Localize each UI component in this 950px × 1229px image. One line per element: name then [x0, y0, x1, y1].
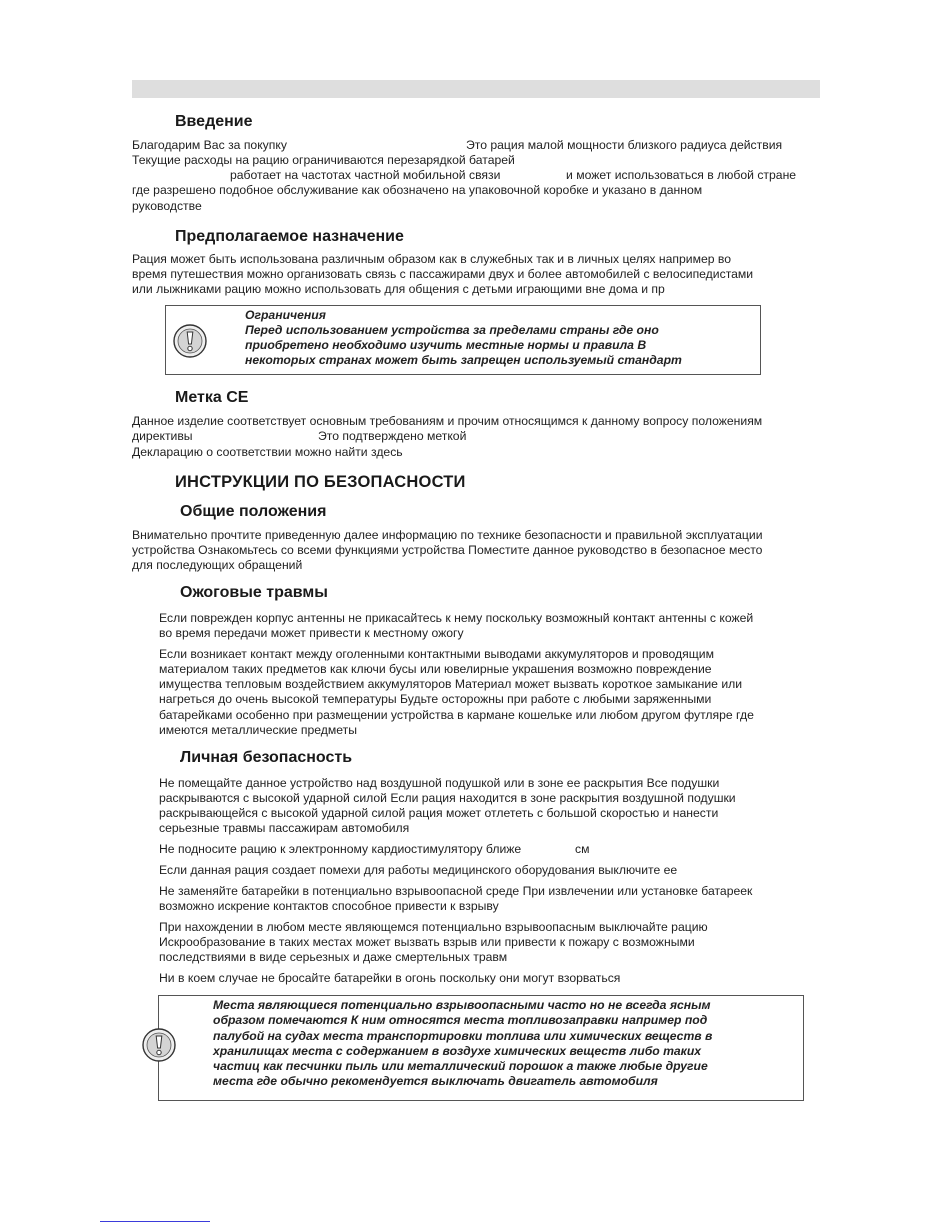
explosive-line-6: места где обычно рекомендуется выключать двигатель автомобиля — [213, 1074, 658, 1088]
personal-p4-line-1: Не заменяйте батарейки в потенциально взрывоопасной среде При извлечении или установке батареек — [159, 884, 753, 898]
burns-p1-line-1: Если поврежден корпус антенны не прикасайтесь к нему поскольку возможный контакт антенны с кожей — [159, 611, 754, 625]
intro-heading: Введение — [175, 113, 253, 130]
purpose-line-1: Рация может быть использована различным образом как в служебных так и в личных целях например во — [132, 252, 732, 266]
personal-heading: Личная безопасность — [180, 749, 353, 766]
burns-p1-line-2: во время передачи может привести к местному ожогу — [159, 626, 464, 640]
burns-p2-line-4: нагреться до очень высокой температуры Будьте осторожны при работе с любыми заряженными — [159, 692, 712, 706]
burns-heading: Ожоговые травмы — [180, 584, 328, 601]
purpose-line-3: или лыжниками рацию можно использовать для общения с детьми играющими вне дома и пр — [132, 282, 665, 296]
personal-p1-line-2: раскрываются с высокой ударной силой Если рация находится в зоне раскрытия воздушной подушки — [159, 791, 736, 805]
intro-line-5: руководстве — [132, 199, 202, 213]
general-line-1: Внимательно прочтите приведенную далее информацию по технике безопасности и правильной эксплуатации — [132, 528, 763, 542]
restriction-line-3: некоторых странах может быть запрещен используемый стандарт — [245, 353, 682, 367]
exclamation-icon — [141, 1027, 177, 1063]
personal-p1-line-4: серьезные травмы пассажирам автомобиля — [159, 821, 410, 835]
exclamation-icon — [172, 323, 208, 359]
explosive-line-3: палубой на судах места транспортировки топлива или химических веществ в — [213, 1029, 713, 1043]
restriction-title: Ограничения — [245, 308, 326, 322]
footer-link-underline — [100, 1221, 210, 1222]
ce-line-3: Декларацию о соответствии можно найти здесь — [132, 445, 403, 459]
general-heading: Общие положения — [180, 503, 327, 520]
intro-line-2: Текущие расходы на рацию ограничиваются перезарядкой батарей — [132, 153, 515, 167]
intro-line-3b: и может использоваться в любой стране — [566, 168, 797, 182]
burns-p2-line-3: имущества тепловым воздействием аккумуляторов Материал может вызвать короткое замыкание или — [159, 677, 743, 691]
personal-p5-line-2: Искрообразование в таких местах может вызвать взрыв или привести к пожару с возможными — [159, 935, 695, 949]
explosive-line-4: хранилищах места с содержанием в воздухе химических веществ либо таких — [213, 1044, 702, 1058]
intro-line-1b: Это рация малой мощности близкого радиуса действия — [466, 138, 783, 152]
general-line-2: устройства Ознакомьтесь со всеми функциями устройства Поместите данное руководство в безопасное место — [132, 543, 763, 557]
explosive-line-2: образом помечаются К ним относятся места топливозаправки например под — [213, 1013, 708, 1027]
personal-p3: Если данная рация создает помехи для работы медицинского оборудования выключите ее — [159, 863, 678, 877]
purpose-line-2: время путешествия можно организовать связь с пассажирами двух и более автомобилей с велосипедистами — [132, 267, 754, 281]
personal-p6: Ни в коем случае не бросайте батарейки в огонь поскольку они могут взорваться — [159, 971, 621, 985]
personal-p2b: см — [575, 842, 590, 856]
burns-p2-line-2: материалом таких предметов как ключи бусы или ювелирные украшения возможно повреждение — [159, 662, 712, 676]
burns-p2-line-5: батарейками особенно при размещении устройства в кармане кошельке или любом другом футляре где — [159, 708, 754, 722]
safety-heading: ИНСТРУКЦИИ ПО БЕЗОПАСНОСТИ — [175, 473, 466, 491]
personal-p1-line-3: раскрывающейся с высокой ударной силой рация может отлететь с большой скоростью и нанести — [159, 806, 719, 820]
header-bar — [132, 80, 820, 98]
ce-heading: Метка CE — [175, 389, 249, 406]
explosive-line-5: частиц как песчинки пыль или металлический порошок а также любые другие — [213, 1059, 708, 1073]
restriction-line-2: приобретено необходимо изучить местные нормы и правила В — [245, 338, 647, 352]
burns-p2-line-1: Если возникает контакт между оголенными контактными выводами аккумуляторов и проводящим — [159, 647, 714, 661]
ce-line-1: Данное изделие соответствует основным требованиям и прочим относящимся к данному вопросу положениям — [132, 414, 763, 428]
personal-p4-line-2: возможно искрение контактов способное привести к взрыву — [159, 899, 499, 913]
personal-p5-line-3: последствиями в виде серьезных и даже смертельных травм — [159, 950, 508, 964]
burns-p2-line-6: имеются металлические предметы — [159, 723, 357, 737]
ce-line-2a: директивы — [132, 429, 193, 443]
general-line-3: для последующих обращений — [132, 558, 303, 572]
personal-p2a: Не подносите рацию к электронному кардиостимулятору ближе — [159, 842, 522, 856]
restriction-line-1: Перед использованием устройства за пределами страны где оно — [245, 323, 659, 337]
intro-line-4: где разрешено подобное обслуживание как обозначено на упаковочной коробке и указано в данном — [132, 183, 703, 197]
personal-p5-line-1: При нахождении в любом месте являющемся потенциально взрывоопасным выключайте рацию — [159, 920, 708, 934]
explosive-line-1: Места являющиеся потенциально взрывоопасными часто но не всегда ясным — [213, 998, 711, 1012]
ce-line-2b: Это подтверждено меткой — [318, 429, 467, 443]
intro-line-1a: Благодарим Вас за покупку — [132, 138, 287, 152]
personal-p1-line-1: Не помещайте данное устройство над воздушной подушкой или в зоне ее раскрытия Все подушки — [159, 776, 720, 790]
purpose-heading: Предполагаемое назначение — [175, 228, 404, 245]
intro-line-3a: работает на частотах частной мобильной связи — [230, 168, 501, 182]
